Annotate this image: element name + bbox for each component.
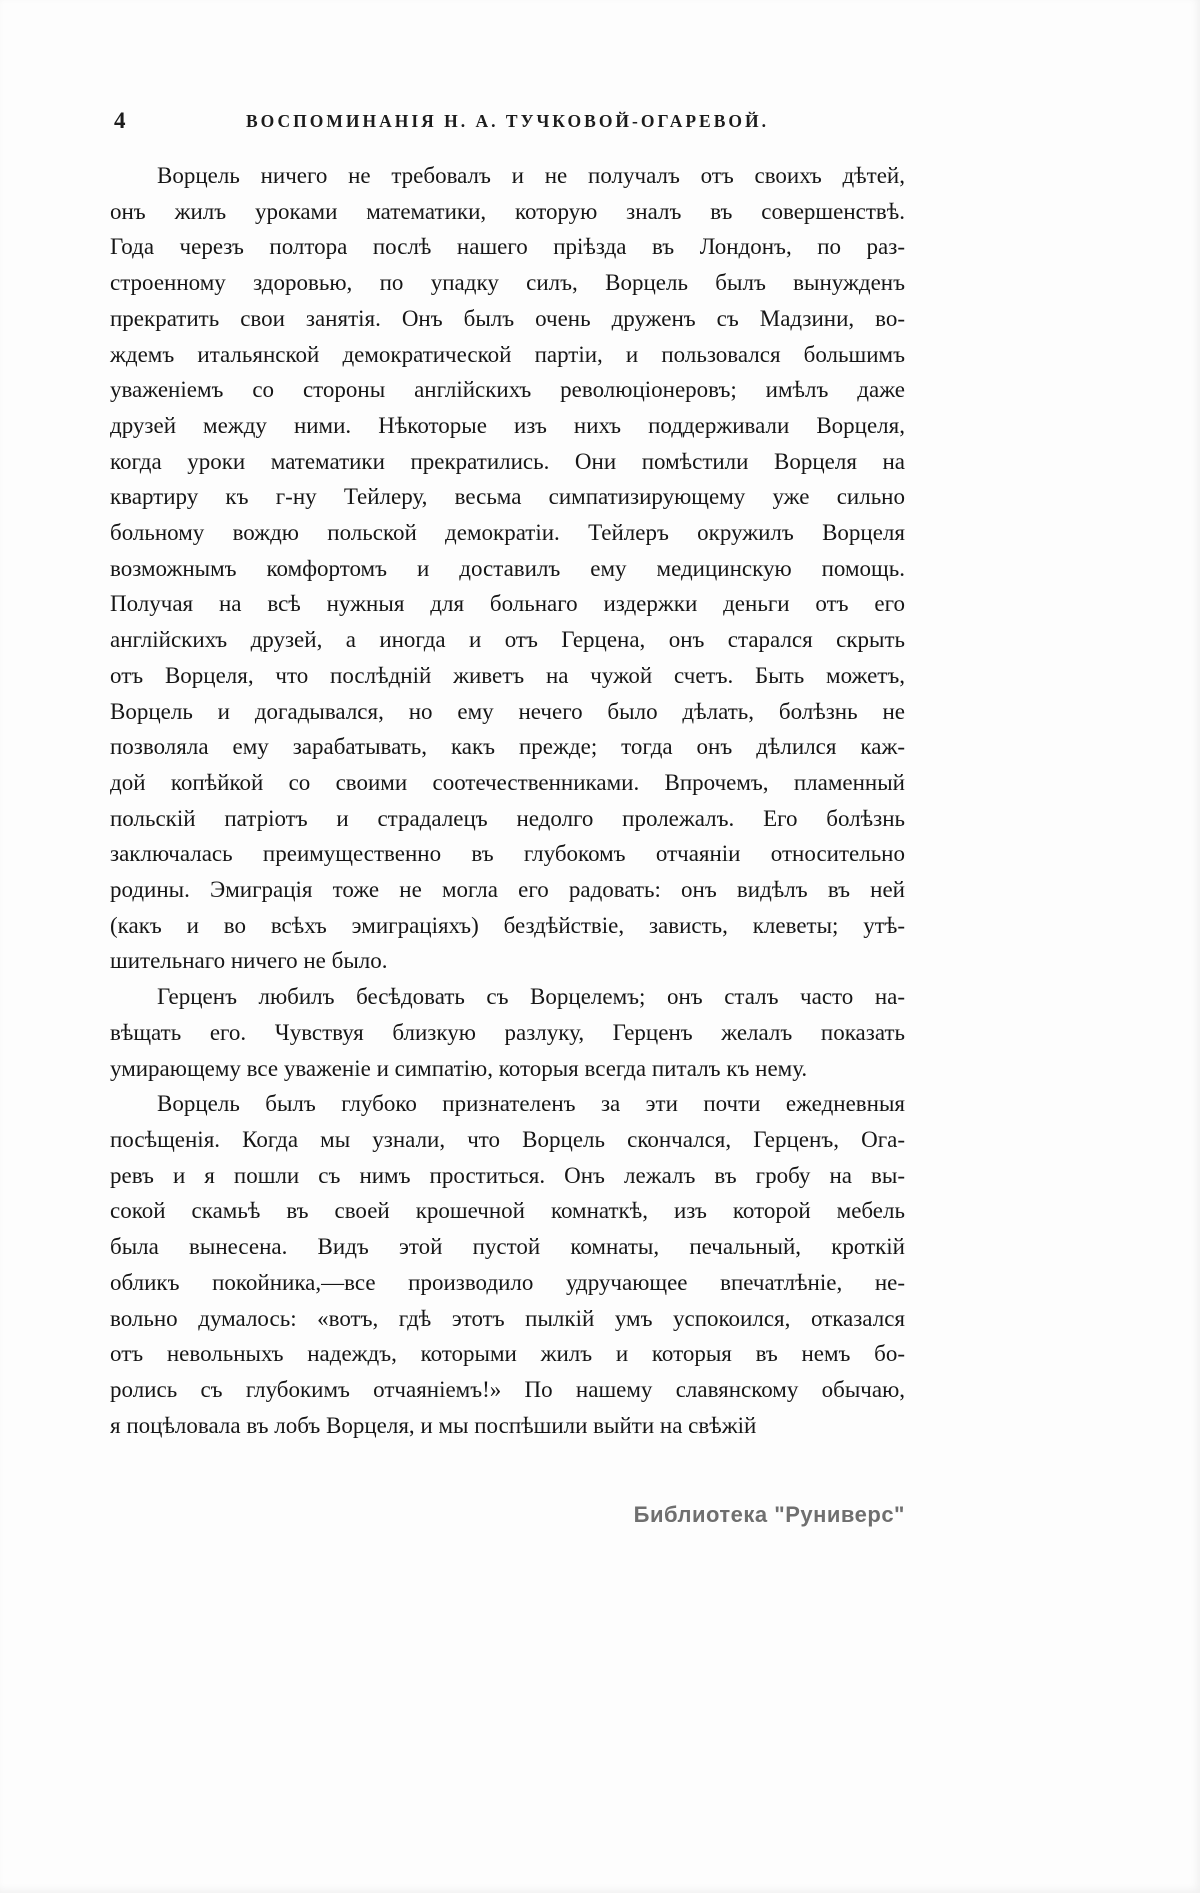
text-line: Ворцель ничего не требовалъ и не получалъ отъ своихъ дѣтей, — [157, 163, 905, 188]
text-line: посѣщенія. Когда мы узнали, что Ворцель скончался, Герценъ, Ога- — [110, 1126, 905, 1152]
text-line: я поцѣловала въ лобъ Ворцеля, и мы поспѣшили выйти на свѣжій — [110, 1412, 757, 1438]
text-line: когда уроки математики прекратились. Они помѣстили Ворцеля на — [110, 448, 905, 474]
text-line: польскій патріотъ и страдалецъ недолго пролежалъ. Его болѣзнь — [110, 805, 905, 831]
text-line: была вынесена. Видъ этой пустой комнаты, печальный, кроткій — [110, 1234, 905, 1260]
text-line: дой копѣйкой со своими соотечественниками. Впрочемъ, пламенный — [110, 769, 905, 795]
text-line: отъ невольныхъ надеждъ, которыми жилъ и которыя въ немъ бо- — [110, 1341, 905, 1367]
text-line: вольно думалось: «вотъ, гдѣ этотъ пылкій умъ успокоился, отказался — [110, 1305, 905, 1331]
text-line: уваженіемъ со стороны англійскихъ революціонеровъ; имѣлъ даже — [110, 377, 905, 403]
text-line: квартиру къ г-ну Тейлеру, весьма симпатизирующему уже сильно — [110, 484, 905, 510]
page-number: 4 — [114, 108, 126, 133]
text-line: вѣщать его. Чувствуя близкую разлуку, Герценъ желалъ показать — [110, 1019, 905, 1045]
paragraph — [110, 979, 905, 1086]
page-title: ВОСПОМИНАНІЯ Н. А. ТУЧКОВОЙ-ОГАРЕВОЙ. — [246, 111, 769, 131]
paragraph — [110, 1086, 905, 1443]
text-line: Ворцель и догадывался, но ему нечего было дѣлать, болѣзнь не — [110, 698, 905, 724]
text-line: больному вождю польской демократіи. Тейлеръ окружилъ Ворцеля — [110, 520, 905, 546]
text-line: друзей между ними. Нѣкоторые изъ нихъ поддерживали Ворцеля, — [110, 412, 905, 438]
text-line: Года черезъ полтора послѣ нашего пріѣзда въ Лондонъ, по раз- — [110, 234, 905, 260]
text-line: умирающему все уваженіе и симпатію, которыя всегда питалъ къ нему. — [110, 1055, 808, 1081]
text-line: возможнымъ комфортомъ и доставилъ ему медицинскую помощь. — [110, 555, 905, 581]
library-watermark: Библиотека "Руниверс" — [633, 1502, 905, 1527]
text-line: обликъ покойника,—все производило удручающее впечатлѣніе, не- — [110, 1269, 905, 1295]
text-line: Получая на всѣ нужныя для больнаго издержки деньги отъ его — [110, 591, 905, 617]
text-line: Ворцель былъ глубоко признателенъ за эти почти ежедневныя — [157, 1091, 905, 1117]
paragraph — [110, 158, 905, 979]
text-line: прекратить свои занятія. Онъ былъ очень друженъ съ Мадзини, во- — [110, 305, 905, 331]
text-line: заключалась преимущественно въ глубокомъ отчаяніи относительно — [110, 841, 905, 867]
text-line: ролись съ глубокимъ отчаяніемъ!» По нашему славянскому обычаю, — [110, 1376, 905, 1402]
text-line: англійскихъ друзей, а иногда и отъ Герцена, онъ старался скрыть — [110, 627, 905, 653]
text-line: ждемъ итальянской демократической партіи, и пользовался большимъ — [110, 341, 905, 367]
text-line: онъ жилъ уроками математики, которую зналъ въ совершенствѣ. — [110, 198, 905, 224]
text-line: (какъ и во всѣхъ эмиграціяхъ) бездѣйствіе, зависть, клеветы; утѣ- — [110, 912, 905, 938]
text-line: отъ Ворцеля, что послѣдній живетъ на чужой счетъ. Быть можетъ, — [110, 662, 905, 688]
text-line: Герценъ любилъ бесѣдовать съ Ворцелемъ; онъ сталъ часто на- — [157, 984, 905, 1010]
text-line: позволяла ему зарабатывать, какъ прежде; тогда онъ дѣлился каж- — [110, 734, 905, 760]
text-line: строенному здоровью, по упадку силъ, Ворцель былъ вынужденъ — [110, 270, 905, 296]
running-header — [110, 106, 905, 138]
text-line: родины. Эмиграція тоже не могла его радовать: онъ видѣлъ въ ней — [110, 877, 905, 903]
text-line: шительнаго ничего не было. — [110, 948, 388, 974]
text-block — [110, 158, 905, 1443]
text-line: сокой скамьѣ въ своей крошечной комнаткѣ, изъ которой мебель — [110, 1198, 905, 1224]
text-line: ревъ и я пошли съ нимъ проститься. Онъ лежалъ въ гробу на вы- — [110, 1162, 905, 1188]
